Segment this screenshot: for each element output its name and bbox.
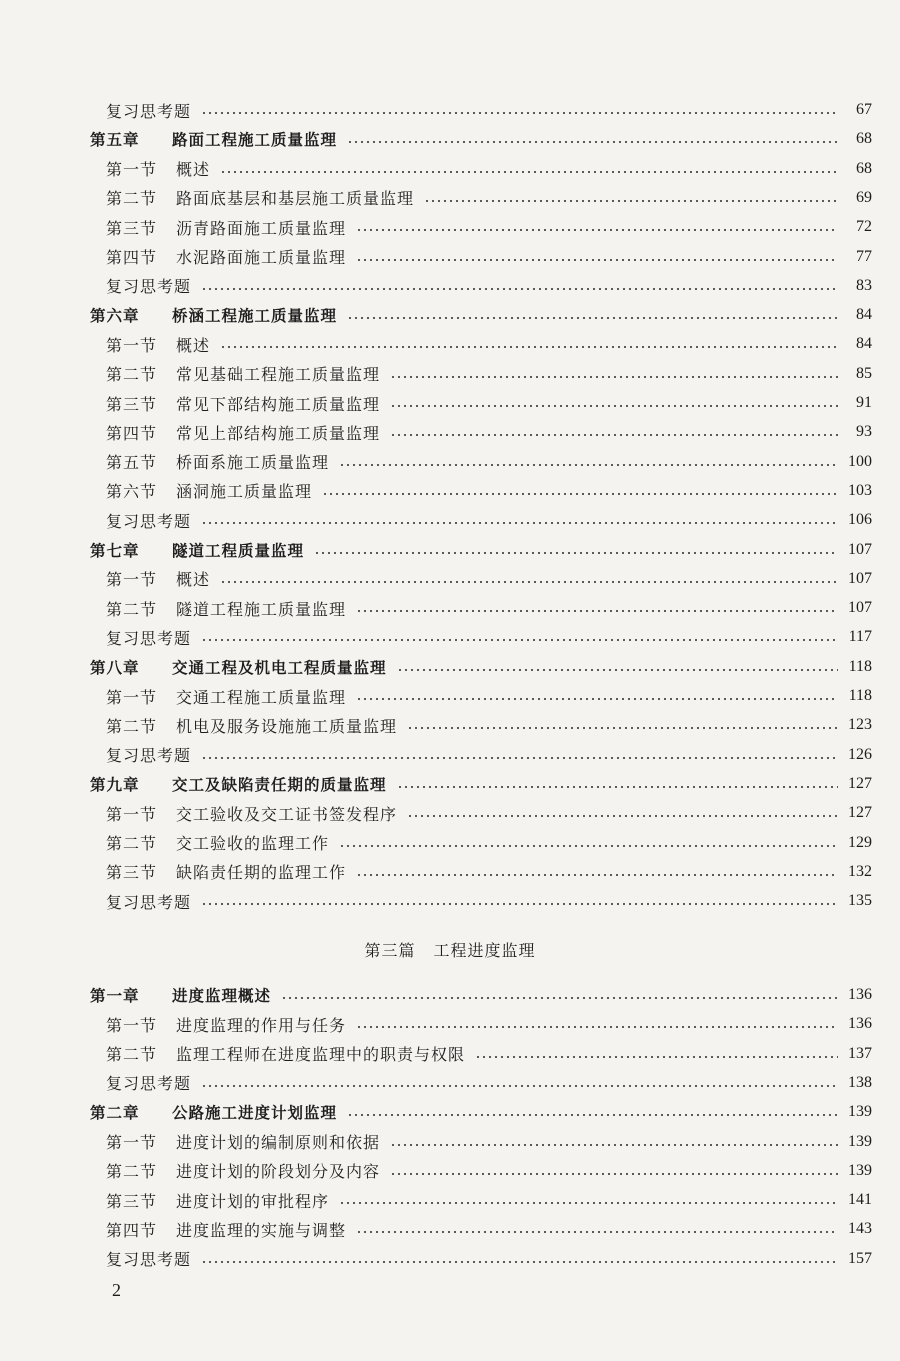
toc-entry-page: 72	[856, 218, 872, 236]
toc-entry-section	[106, 711, 872, 739]
toc-entry-number: 第一节	[106, 687, 158, 707]
dot-leader	[347, 1114, 838, 1116]
toc-entry-label	[106, 831, 329, 854]
toc-entry-section	[106, 360, 872, 388]
dot-leader	[339, 845, 838, 847]
toc-entry-page: 100	[848, 452, 872, 470]
toc-entry-section	[106, 1215, 872, 1243]
toc-entry-chapter	[90, 770, 872, 798]
dot-leader	[397, 786, 838, 788]
toc-entry-title: 概述	[176, 335, 211, 355]
toc-entry-label	[106, 245, 346, 268]
toc-entry-label	[106, 186, 414, 209]
toc-entry-review	[106, 1245, 872, 1273]
toc-entry-label	[106, 567, 210, 590]
toc-entry-page: 68	[856, 159, 872, 177]
toc-entry-title: 交通工程施工质量监理	[176, 687, 347, 707]
dot-leader	[322, 493, 838, 495]
toc-entry-chapter	[90, 653, 872, 681]
toc-entry-page: 139	[848, 1132, 872, 1150]
toc-entry-label	[106, 1071, 191, 1094]
toc-entry-label	[106, 392, 380, 415]
toc-entry-page: 67	[856, 101, 872, 118]
toc-entry-label	[90, 304, 337, 326]
toc-entry-title: 复习思考题	[106, 101, 192, 121]
toc-entry-label	[106, 1247, 191, 1270]
toc-entry-title: 进度计划的编制原则和依据	[176, 1133, 381, 1152]
toc-entry-section	[106, 799, 872, 827]
toc-entry-page: 127	[848, 774, 872, 792]
toc-entry-label	[106, 597, 346, 620]
toc-entry-section	[106, 155, 872, 183]
dot-leader	[201, 522, 838, 524]
toc-entry-section	[106, 213, 872, 241]
toc-entry-page: 93	[856, 423, 872, 441]
dot-leader	[356, 610, 838, 612]
dot-leader	[356, 1231, 838, 1233]
toc-entry-label	[106, 157, 210, 180]
toc-entry-title: 路面底基层和基层施工质量监理	[176, 189, 415, 209]
toc-entry-label	[106, 216, 346, 239]
toc-entry-section	[106, 1157, 872, 1185]
toc-entry-title: 监理工程师在进度监理中的职责与权限	[176, 1045, 466, 1065]
toc-entry-label	[90, 1101, 337, 1123]
toc-entry-number: 第一节	[106, 335, 158, 355]
toc-entry-page: 69	[856, 188, 872, 206]
toc-entry-section	[106, 1128, 872, 1156]
toc-entry-number: 第四节	[106, 248, 158, 267]
toc-entry-number: 第六节	[106, 482, 158, 502]
toc-entry-title: 水泥路面施工质量监理	[176, 248, 347, 267]
toc-entry-label	[106, 450, 329, 473]
dot-leader	[390, 405, 838, 407]
toc-entry-title: 概述	[176, 570, 211, 590]
toc-entry-number: 第三节	[106, 218, 158, 238]
toc-entry-page: 103	[848, 481, 872, 499]
toc-entry-title: 交工验收的监理工作	[176, 834, 330, 853]
toc-entry-number: 第四节	[106, 1220, 158, 1240]
toc-entry-title: 沥青路面施工质量监理	[176, 218, 347, 238]
toc-entry-label	[90, 984, 271, 1006]
dot-leader	[356, 259, 838, 261]
dot-leader	[220, 581, 838, 583]
toc-entry-number: 第四节	[106, 423, 158, 443]
toc-entry-page: 91	[856, 394, 872, 411]
toc-entry-title: 进度监理的作用与任务	[176, 1015, 347, 1035]
toc-entry-page: 84	[856, 306, 872, 324]
toc-entry-number: 第一节	[106, 570, 158, 590]
toc-entry-number: 第三节	[106, 863, 158, 883]
toc-entry-title: 复习思考题	[106, 511, 192, 531]
dot-leader	[356, 874, 838, 876]
toc-entry-label	[106, 421, 380, 444]
dot-leader	[201, 757, 838, 759]
dot-leader	[407, 815, 838, 817]
page-number: 2	[112, 1280, 121, 1300]
toc-entry-label	[106, 274, 191, 297]
dot-leader	[281, 997, 838, 999]
toc-entry-label	[106, 626, 191, 649]
toc-entry-label	[106, 479, 312, 502]
toc-entry-label	[106, 1130, 380, 1153]
toc-entry-number: 第二节	[106, 834, 158, 853]
toc-entry-title: 复习思考题	[106, 277, 192, 297]
dot-leader	[220, 171, 838, 173]
toc-entry-review	[106, 506, 872, 534]
toc-entry-number: 第八章	[90, 658, 140, 677]
toc-entry-number: 第三节	[106, 1191, 158, 1211]
toc-entry-page: 84	[856, 335, 872, 353]
toc-entry-label	[90, 656, 387, 678]
toc-entry-page: 83	[856, 276, 872, 294]
toc-entry-section	[106, 418, 872, 446]
toc-entry-number: 第九章	[90, 775, 140, 794]
toc-entry-page: 123	[848, 716, 872, 734]
toc-entry-title: 复习思考题	[106, 746, 192, 766]
dot-leader	[407, 727, 838, 729]
dot-leader	[390, 376, 838, 378]
toc-entry-page: 143	[848, 1220, 872, 1238]
toc-entry-number: 第二节	[106, 599, 158, 619]
toc-entry-label	[90, 773, 387, 795]
toc-entry-title: 缺陷责任期的监理工作	[176, 863, 347, 883]
toc-entry-page: 107	[848, 599, 872, 617]
toc-entry-section	[106, 448, 872, 476]
toc-entry-title: 进度计划的审批程序	[176, 1191, 330, 1211]
toc-entry-number: 第二章	[90, 1104, 140, 1123]
part-number: 第三篇	[364, 941, 416, 960]
toc-entry-label	[106, 509, 191, 532]
toc-entry-section	[106, 829, 872, 857]
toc-entry-chapter	[90, 301, 872, 329]
toc-entry-section	[106, 858, 872, 886]
toc-entry-review	[106, 623, 872, 651]
dot-leader	[314, 552, 838, 554]
toc-entry-number: 第一节	[106, 1015, 158, 1035]
toc-entry-page: 118	[848, 687, 872, 704]
toc-entry-page: 135	[848, 892, 872, 910]
toc-entry-review	[106, 272, 872, 300]
toc-entry-number: 第七章	[90, 541, 140, 560]
dot-leader	[475, 1056, 838, 1058]
toc-entry-number: 第二节	[106, 365, 158, 385]
dot-leader	[201, 903, 838, 905]
toc-entry-section	[106, 565, 872, 593]
toc-entry-title: 常见下部结构施工质量监理	[176, 394, 381, 414]
dot-leader	[201, 1085, 838, 1087]
dot-leader	[201, 1261, 838, 1263]
toc-entry-page: 141	[848, 1191, 872, 1209]
toc-entry-review	[106, 1069, 872, 1097]
toc-entry-page: 137	[848, 1044, 872, 1062]
toc-entry-label	[106, 802, 397, 825]
toc-entry-page: 139	[848, 1103, 872, 1121]
part-title: 工程进度监理	[433, 941, 536, 960]
toc-entry-title: 隧道工程施工质量监理	[176, 599, 347, 619]
toc-entry-label	[106, 714, 397, 737]
dot-leader	[220, 346, 838, 348]
toc-entry-section	[106, 477, 872, 505]
toc-entry-title: 公路施工进度计划监理	[172, 1104, 338, 1123]
dot-leader	[390, 434, 838, 436]
dot-leader	[390, 1173, 838, 1175]
dot-leader	[339, 464, 838, 466]
toc-entry-number: 第一节	[106, 1133, 158, 1152]
toc-entry-page: 107	[848, 569, 872, 587]
toc-entry-label	[106, 860, 346, 883]
toc-entry-section	[106, 1186, 872, 1214]
toc-entry-title: 复习思考题	[106, 628, 192, 648]
toc-entry-page: 107	[848, 540, 872, 558]
toc-entry-review	[106, 887, 872, 915]
dot-leader	[356, 698, 838, 700]
toc-entry-label	[106, 743, 191, 766]
toc-entry-number: 第一章	[90, 987, 140, 1005]
toc-entry-title: 复习思考题	[106, 1074, 192, 1094]
toc-entry-title: 桥涵工程施工质量监理	[172, 307, 338, 326]
toc-entry-page: 77	[856, 247, 872, 265]
toc-entry-review	[106, 741, 872, 769]
toc-entry-title: 概述	[176, 160, 211, 180]
toc-entry-title: 进度计划的阶段划分及内容	[176, 1162, 381, 1182]
toc-entry-title: 路面工程施工质量监理	[172, 131, 338, 150]
toc-entry-review	[106, 96, 872, 124]
toc-entry-title: 交工验收及交工证书签发程序	[176, 804, 398, 824]
dot-leader	[201, 288, 838, 290]
toc-entry-title: 隧道工程质量监理	[172, 541, 305, 560]
toc-entry-section	[106, 594, 872, 622]
toc-entry-page: 126	[848, 745, 872, 763]
toc-entry-label	[106, 99, 191, 122]
toc-entry-chapter	[90, 981, 872, 1009]
toc-entry-label	[106, 1013, 346, 1036]
dot-leader	[356, 1026, 838, 1028]
toc-entry-page: 136	[848, 1015, 872, 1033]
toc-entry-label	[106, 362, 380, 385]
toc-entry-label	[90, 539, 304, 561]
toc-entry-title: 复习思考题	[106, 892, 192, 912]
toc-entry-number: 第五节	[106, 453, 158, 473]
dot-leader	[390, 1144, 838, 1146]
toc-entry-number: 第一节	[106, 804, 158, 824]
toc-entry-chapter	[90, 1098, 872, 1126]
part-heading	[0, 938, 900, 961]
toc-entry-page: 117	[848, 628, 872, 646]
toc-entry-page: 139	[848, 1161, 872, 1179]
toc-entry-section	[106, 243, 872, 271]
toc-entry-page: 157	[848, 1249, 872, 1267]
dot-leader	[424, 200, 838, 202]
toc-entry-page: 129	[848, 833, 872, 851]
toc-entry-section	[106, 184, 872, 212]
toc-entry-title: 涵洞施工质量监理	[176, 482, 313, 502]
toc-entry-page: 136	[848, 986, 872, 1003]
toc-entry-label	[106, 1042, 465, 1065]
toc-entry-title: 复习思考题	[106, 1250, 192, 1270]
toc-entry-label	[106, 1159, 380, 1182]
dot-leader	[347, 141, 838, 143]
toc-entry-title: 机电及服务设施施工质量监理	[176, 716, 398, 736]
toc-entry-title: 常见基础工程施工质量监理	[176, 365, 381, 385]
toc-entry-chapter	[90, 536, 872, 564]
toc-entry-section	[106, 1010, 872, 1038]
dot-leader	[347, 317, 838, 319]
dot-leader	[201, 112, 838, 114]
toc-entry-label	[106, 1218, 346, 1241]
toc-entry-number: 第二节	[106, 189, 158, 209]
toc-entry-title: 常见上部结构施工质量监理	[176, 423, 381, 443]
toc-entry-section	[106, 330, 872, 358]
toc-entry-title: 交通工程及机电工程质量监理	[172, 658, 387, 677]
toc-entry-title: 进度监理的实施与调整	[176, 1220, 347, 1240]
dot-leader	[397, 669, 838, 671]
dot-leader	[356, 229, 838, 231]
toc-entry-page: 85	[856, 364, 872, 382]
toc-entry-section	[106, 682, 872, 710]
toc-entry-label	[90, 128, 337, 150]
toc-entry-section	[106, 1040, 872, 1068]
dot-leader	[201, 639, 838, 641]
toc-entry-title: 桥面系施工质量监理	[176, 453, 330, 473]
toc-entry-title: 交工及缺陷责任期的质量监理	[172, 775, 387, 794]
toc-entry-number: 第五章	[90, 131, 140, 150]
toc-entry-title: 进度监理概述	[172, 987, 272, 1005]
toc-entry-page: 118	[848, 657, 872, 675]
toc-entry-page: 106	[848, 511, 872, 529]
toc-entry-number: 第二节	[106, 1162, 158, 1182]
toc-entry-label	[106, 890, 191, 913]
toc-entry-label	[106, 1189, 329, 1212]
toc-entry-label	[106, 685, 346, 708]
toc-entry-page: 132	[848, 862, 872, 880]
toc-entry-section	[106, 389, 872, 417]
toc-entry-chapter	[90, 125, 872, 153]
toc-entry-number: 第一节	[106, 160, 158, 180]
toc-entry-label	[106, 333, 210, 356]
toc-entry-number: 第二节	[106, 1045, 158, 1065]
toc-entry-number: 第二节	[106, 716, 158, 736]
dot-leader	[339, 1202, 838, 1204]
toc-entry-number: 第三节	[106, 394, 158, 414]
toc-entry-number: 第六章	[90, 307, 140, 326]
toc-entry-page: 127	[848, 804, 872, 822]
toc-entry-page: 138	[848, 1073, 872, 1091]
toc-entry-page: 68	[856, 130, 872, 148]
